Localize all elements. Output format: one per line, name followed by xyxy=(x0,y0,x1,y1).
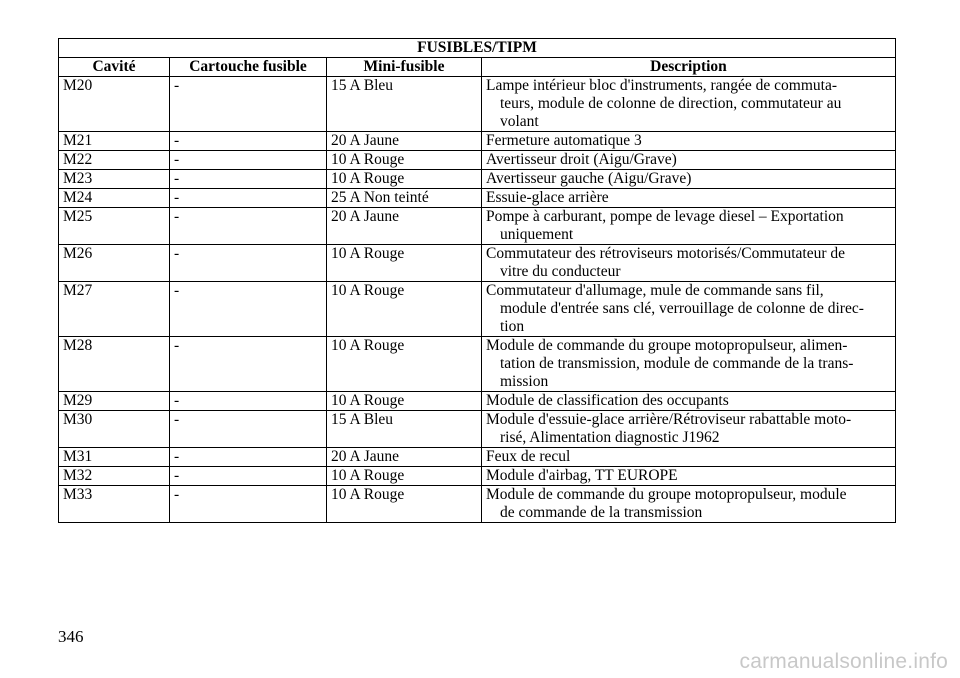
cell-description xyxy=(482,170,896,189)
description-line: Module de commande du groupe motopropulseur, alimen- xyxy=(486,337,848,354)
cell-mini-fuse: 15 A Bleu xyxy=(327,411,482,448)
cell-description xyxy=(482,245,896,282)
description-line: mission xyxy=(500,373,549,390)
cell-cavity: M27 xyxy=(59,282,170,337)
cell-cartridge: - xyxy=(170,208,327,245)
header-cartridge: Cartouche fusible xyxy=(170,58,327,77)
table-row xyxy=(59,208,896,245)
cell-cavity: M22 xyxy=(59,151,170,170)
cell-cartridge: - xyxy=(170,170,327,189)
cell-mini-fuse: 10 A Rouge xyxy=(327,486,482,523)
cell-description xyxy=(482,189,896,208)
description-line: module d'entrée sans clé, verrouillage de colonne de direc- xyxy=(500,300,864,317)
page-number: 346 xyxy=(58,627,84,646)
description-line: Commutateur d'allumage, mule de commande sans fil, xyxy=(486,282,824,299)
cell-mini-fuse: 20 A Jaune xyxy=(327,208,482,245)
table-header-row xyxy=(59,58,896,77)
description-line: teurs, module de colonne de direction, commutateur au xyxy=(500,95,842,112)
table-row xyxy=(59,282,896,337)
table-row xyxy=(59,77,896,132)
table-row xyxy=(59,189,896,208)
cell-cavity: M28 xyxy=(59,337,170,392)
cell-cartridge: - xyxy=(170,467,327,486)
description-line: Pompe à carburant, pompe de levage diesel – Exportation xyxy=(486,208,844,225)
cell-mini-fuse: 10 A Rouge xyxy=(327,337,482,392)
cell-cartridge: - xyxy=(170,448,327,467)
header-cavity: Cavité xyxy=(59,58,170,77)
cell-cavity: M29 xyxy=(59,392,170,411)
description-line: tation de transmission, module de commande de la trans- xyxy=(500,355,854,372)
description-line: Module d'airbag, TT EUROPE xyxy=(486,467,678,484)
cell-description xyxy=(482,467,896,486)
table-title: FUSIBLES/TIPM xyxy=(59,39,896,58)
header-mini-fuse: Mini-fusible xyxy=(327,58,482,77)
description-line: de commande de la transmission xyxy=(500,504,703,521)
description-line: Essuie-glace arrière xyxy=(486,189,609,206)
cell-cavity: M24 xyxy=(59,189,170,208)
cell-mini-fuse: 10 A Rouge xyxy=(327,170,482,189)
cell-mini-fuse: 10 A Rouge xyxy=(327,282,482,337)
cell-cartridge: - xyxy=(170,151,327,170)
cell-cavity: M33 xyxy=(59,486,170,523)
cell-cartridge: - xyxy=(170,282,327,337)
description-line: volant xyxy=(500,113,539,130)
cell-cartridge: - xyxy=(170,486,327,523)
table-row xyxy=(59,448,896,467)
cell-description xyxy=(482,392,896,411)
cell-cavity: M25 xyxy=(59,208,170,245)
cell-cartridge: - xyxy=(170,77,327,132)
cell-cartridge: - xyxy=(170,411,327,448)
cell-cavity: M32 xyxy=(59,467,170,486)
fuse-table xyxy=(58,38,896,523)
cell-cavity: M23 xyxy=(59,170,170,189)
cell-cartridge: - xyxy=(170,189,327,208)
cell-cartridge: - xyxy=(170,392,327,411)
cell-mini-fuse: 10 A Rouge xyxy=(327,467,482,486)
table-row xyxy=(59,392,896,411)
cell-description xyxy=(482,208,896,245)
description-line: tion xyxy=(500,318,525,335)
table-body xyxy=(59,77,896,523)
description-line: Commutateur des rétroviseurs motorisés/Commutateur de xyxy=(486,245,846,262)
cell-cavity: M26 xyxy=(59,245,170,282)
cell-mini-fuse: 15 A Bleu xyxy=(327,77,482,132)
description-line: Module de commande du groupe motopropulseur, module xyxy=(486,486,847,503)
description-line: Lampe intérieur bloc d'instruments, rangée de commuta- xyxy=(486,77,837,94)
table-row xyxy=(59,411,896,448)
cell-description xyxy=(482,132,896,151)
cell-description xyxy=(482,448,896,467)
cell-description xyxy=(482,77,896,132)
description-line: vitre du conducteur xyxy=(500,263,621,280)
table-row xyxy=(59,467,896,486)
cell-mini-fuse: 10 A Rouge xyxy=(327,245,482,282)
description-line: uniquement xyxy=(500,226,574,243)
cell-cavity: M20 xyxy=(59,77,170,132)
description-line: Avertisseur gauche (Aigu/Grave) xyxy=(486,170,692,187)
cell-cavity: M31 xyxy=(59,448,170,467)
table-row xyxy=(59,486,896,523)
cell-mini-fuse: 25 A Non teinté xyxy=(327,189,482,208)
header-description: Description xyxy=(482,58,896,77)
cell-mini-fuse: 20 A Jaune xyxy=(327,132,482,151)
description-line: Module de classification des occupants xyxy=(486,392,729,409)
cell-cavity: M30 xyxy=(59,411,170,448)
table-row xyxy=(59,170,896,189)
description-line: Module d'essuie-glace arrière/Rétroviseur rabattable moto- xyxy=(486,411,852,428)
description-line: Fermeture automatique 3 xyxy=(486,132,642,149)
table-row xyxy=(59,337,896,392)
cell-description xyxy=(482,337,896,392)
cell-description xyxy=(482,282,896,337)
description-line: Feux de recul xyxy=(486,448,571,465)
table-row xyxy=(59,151,896,170)
description-line: risé, Alimentation diagnostic J1962 xyxy=(500,429,720,446)
cell-cartridge: - xyxy=(170,245,327,282)
cell-description xyxy=(482,411,896,448)
table-row xyxy=(59,245,896,282)
watermark: carmanualsonline.info xyxy=(739,650,948,673)
cell-mini-fuse: 10 A Rouge xyxy=(327,392,482,411)
cell-mini-fuse: 10 A Rouge xyxy=(327,151,482,170)
description-line: Avertisseur droit (Aigu/Grave) xyxy=(486,151,677,168)
table-row xyxy=(59,132,896,151)
table-title-row xyxy=(59,39,896,58)
cell-cavity: M21 xyxy=(59,132,170,151)
cell-description xyxy=(482,151,896,170)
cell-mini-fuse: 20 A Jaune xyxy=(327,448,482,467)
cell-description xyxy=(482,486,896,523)
cell-cartridge: - xyxy=(170,337,327,392)
cell-cartridge: - xyxy=(170,132,327,151)
